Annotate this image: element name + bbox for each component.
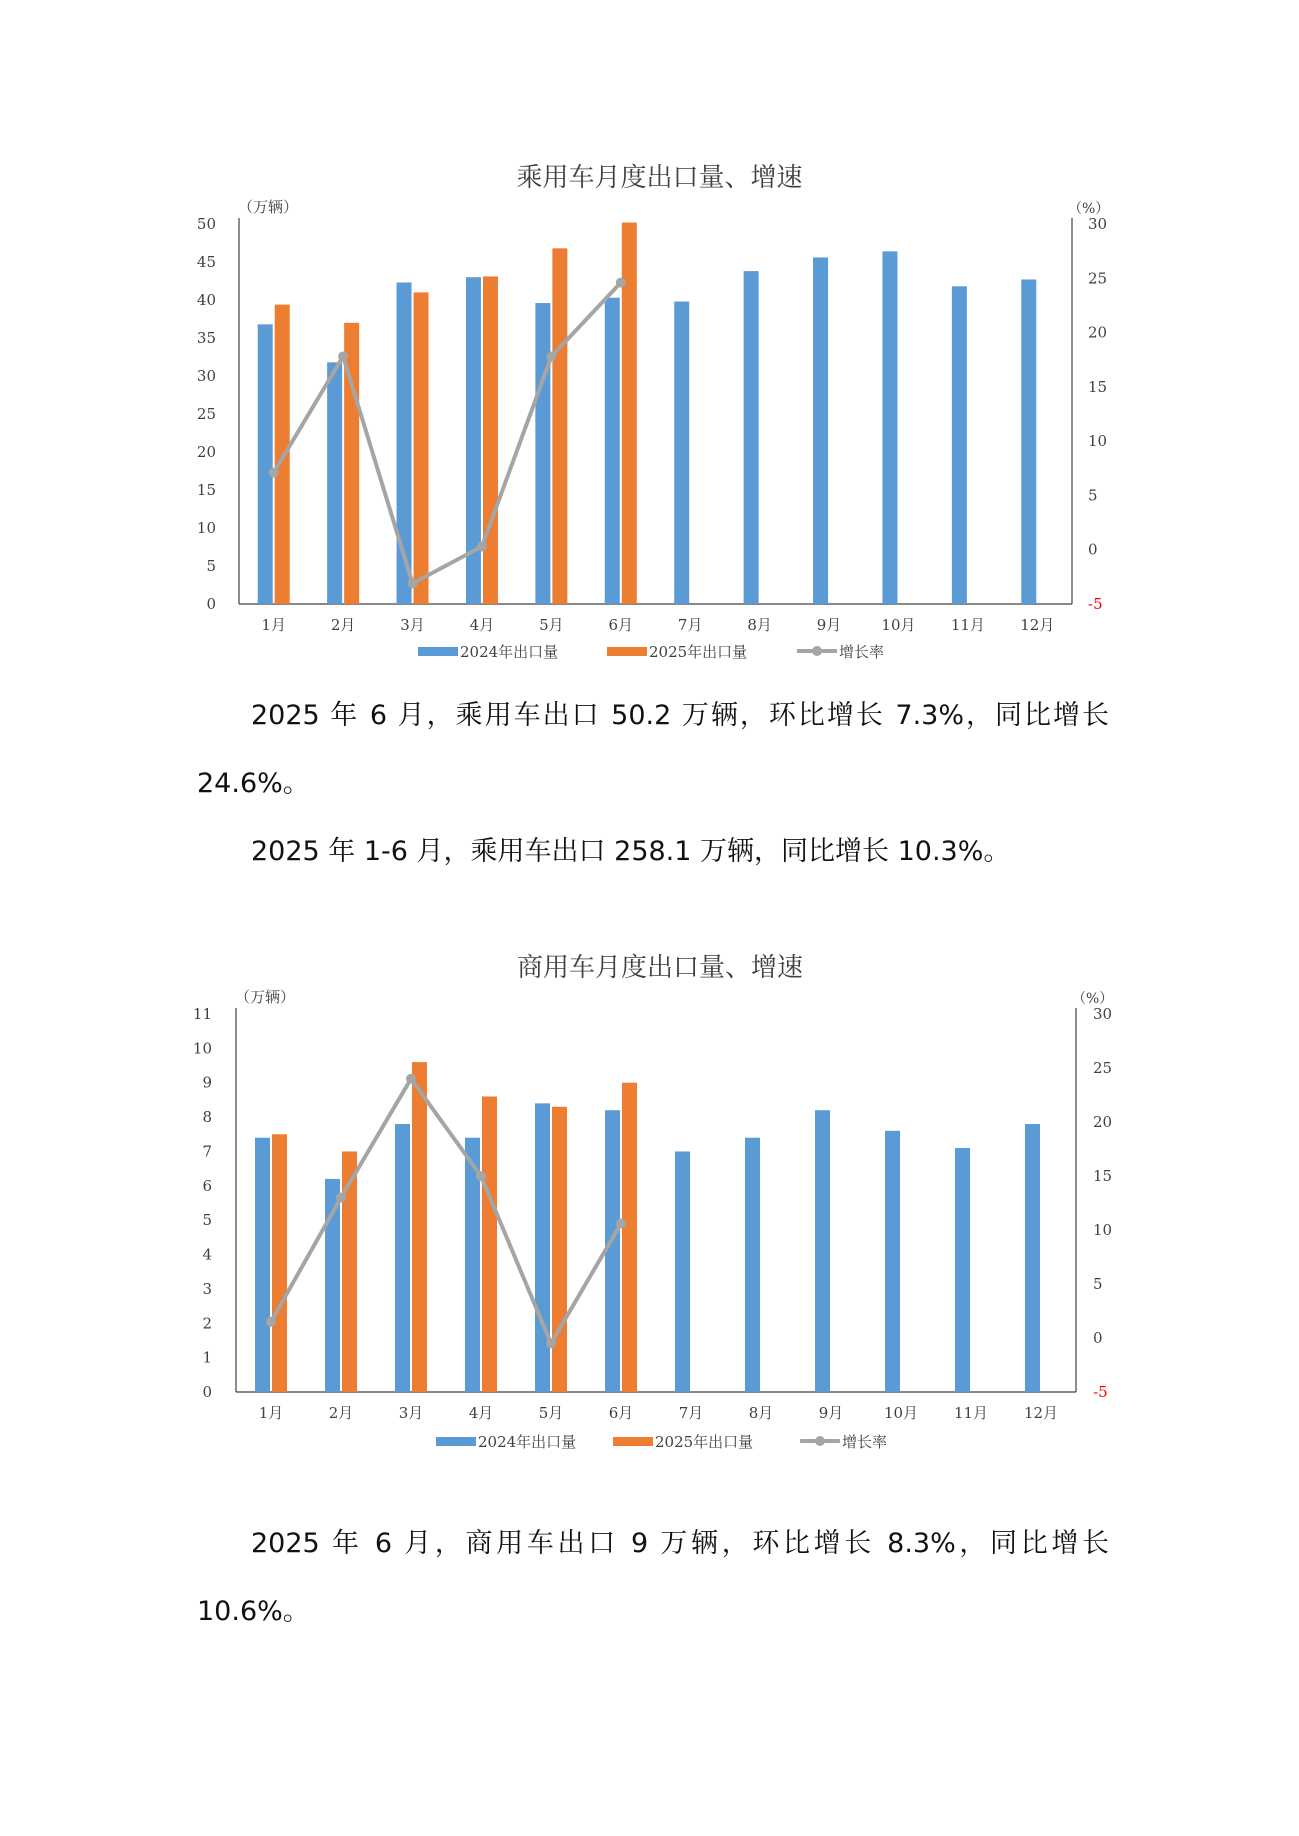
paragraph-commercial-june: 2025 年 6 月，商用车出口 9 万辆，环比增长 8.3%，同比增长 10.6%。 [197,1528,1109,1627]
growth-rate-point [336,1193,346,1203]
x-tick-label: 1月 [258,1404,284,1422]
bar-2025 [552,1107,567,1392]
left-tick-label: 2 [202,1314,212,1333]
growth-rate-line [274,283,621,584]
x-tick-label: 12月 [1020,616,1055,634]
left-tick-label: 8 [202,1108,212,1127]
bar-2025 [552,248,567,604]
legend-label: 增长率 [842,1433,888,1451]
paragraph-passenger-june: 2025 年 6 月，乘用车出口 50.2 万辆，环比增长 7.3%，同比增长 24.6%。 [197,700,1109,799]
left-tick-label: 15 [196,481,216,499]
growth-rate-point [616,278,626,288]
right-tick-label: 15 [1093,1167,1113,1185]
left-tick-label: 45 [196,253,216,271]
bar-2024 [882,251,897,604]
x-tick-label: 12月 [1023,1404,1059,1422]
left-tick-label: 10 [192,1039,212,1058]
legend-label: 2024年出口量 [478,1433,577,1451]
growth-rate-line [271,1079,621,1344]
left-tick-label: 4 [202,1245,212,1264]
bar-2024 [815,1110,830,1392]
x-tick-label: 9月 [816,616,842,634]
left-tick-label: 6 [202,1176,212,1195]
growth-rate-point [406,1074,416,1084]
legend-label: 2024年出口量 [460,643,559,661]
legend-swatch-growth-point [812,646,822,656]
legend-swatch-growth-point [815,1436,825,1446]
left-axis-unit: （万辆） [238,198,299,216]
x-tick-label: 9月 [818,1404,844,1422]
x-tick-label: 4月 [469,616,495,634]
bar-2025 [342,1151,357,1392]
x-tick-label: 2月 [328,1404,354,1422]
passenger-car-chart-svg [0,150,1299,690]
left-tick-label: 0 [206,595,216,613]
x-tick-label: 10月 [881,616,916,634]
left-tick-label: 30 [196,367,216,385]
bar-2024 [535,1103,550,1392]
x-tick-label: 4月 [468,1404,494,1422]
left-tick-label: 40 [196,291,216,309]
bar-2025 [414,292,429,604]
bar-2024 [605,1110,620,1392]
passenger-car-chart [0,150,1299,690]
growth-rate-point [546,1338,556,1348]
right-tick-label: 15 [1088,377,1108,396]
bar-2024 [327,362,342,604]
x-tick-label: 10月 [883,1404,919,1422]
bar-2024 [395,1124,410,1392]
left-tick-label: 1 [202,1348,212,1367]
chart-title: 乘用车月度出口量、增速 [516,163,803,193]
growth-rate-point [338,351,348,361]
bar-2024 [1025,1124,1040,1392]
bar-2024 [955,1148,970,1392]
left-tick-label: 35 [196,329,216,347]
right-tick-label: 20 [1093,1113,1113,1131]
bar-2025 [412,1062,427,1392]
legend-swatch-2025 [613,1437,653,1446]
right-tick-label: 25 [1093,1059,1113,1077]
x-tick-label: 3月 [400,616,425,634]
growth-rate-point [546,351,556,361]
right-tick-label: 0 [1093,1329,1103,1347]
bar-2025 [482,1096,497,1392]
x-tick-label: 11月 [953,1404,989,1422]
left-axis-unit: （万辆） [235,988,296,1006]
bar-2024 [258,324,273,604]
bar-2024 [674,302,689,604]
left-tick-label: 3 [202,1279,212,1298]
legend-swatch-2024 [436,1437,476,1446]
right-tick-label: 30 [1093,1005,1113,1023]
bar-2024 [952,286,967,604]
right-tick-label: 5 [1093,1275,1103,1293]
left-tick-label: 7 [202,1142,212,1161]
x-tick-label: 8月 [748,1404,774,1422]
bar-2024 [605,298,620,604]
chart-title: 商用车月度出口量、增速 [516,953,804,983]
x-tick-label: 6月 [608,1404,634,1422]
x-tick-label: 1月 [261,616,286,634]
left-tick-label: 11 [192,1005,212,1023]
legend-label: 2025年出口量 [655,1433,754,1451]
left-tick-label: 10 [196,519,216,537]
bar-2025 [483,276,498,604]
growth-rate-point [476,1171,486,1181]
growth-rate-point [616,1219,626,1229]
bar-2025 [622,1083,637,1392]
right-axis-unit: （%） [1072,991,1114,1007]
left-tick-label: 9 [202,1073,212,1092]
right-axis-unit: （%） [1068,201,1110,217]
bar-2025 [272,1134,287,1392]
legend-label: 2025年出口量 [649,643,748,661]
x-tick-label: 6月 [608,616,634,634]
growth-rate-point [266,1317,276,1327]
right-tick-label: 25 [1088,269,1108,288]
bar-2024 [813,257,828,604]
left-tick-label: 20 [196,443,216,461]
right-tick-label: -5 [1093,1383,1108,1401]
commercial-vehicle-chart [0,945,1299,1490]
legend-label: 增长率 [839,643,885,661]
right-tick-label: 30 [1088,215,1108,233]
right-tick-label: -5 [1088,595,1103,613]
x-tick-label: 7月 [677,616,703,634]
x-tick-label: 5月 [539,616,564,634]
growth-rate-point [269,468,279,478]
left-tick-label: 0 [202,1383,212,1401]
x-tick-label: 2月 [330,616,356,634]
paragraph-passenger-h1: 2025 年 1-6 月，乘用车出口 258.1 万辆，同比增长 10.3%。 [251,836,1011,867]
bar-2024 [675,1151,690,1392]
x-tick-label: 5月 [538,1404,564,1422]
bar-2024 [885,1131,900,1392]
growth-rate-point [408,578,418,588]
bar-2024 [1021,279,1036,604]
right-tick-label: 0 [1088,540,1098,559]
right-tick-label: 10 [1088,432,1108,451]
bar-2024 [255,1138,270,1392]
bar-2024 [745,1138,760,1392]
x-tick-label: 7月 [678,1404,704,1422]
right-tick-label: 5 [1088,486,1098,505]
x-tick-label: 11月 [950,616,985,634]
right-tick-label: 20 [1088,323,1108,342]
x-tick-label: 8月 [747,616,772,634]
bar-2024 [744,271,759,604]
x-tick-label: 3月 [398,1404,424,1422]
commercial-vehicle-chart-svg [0,945,1299,1490]
growth-rate-point [477,541,487,551]
left-tick-label: 5 [202,1211,212,1230]
bar-2025 [275,305,290,604]
left-tick-label: 50 [196,215,216,233]
right-tick-label: 10 [1093,1221,1113,1239]
legend-swatch-2025 [607,647,647,656]
legend-swatch-2024 [418,647,458,656]
bar-2024 [535,303,550,604]
left-tick-label: 25 [196,405,216,423]
left-tick-label: 5 [206,557,216,575]
